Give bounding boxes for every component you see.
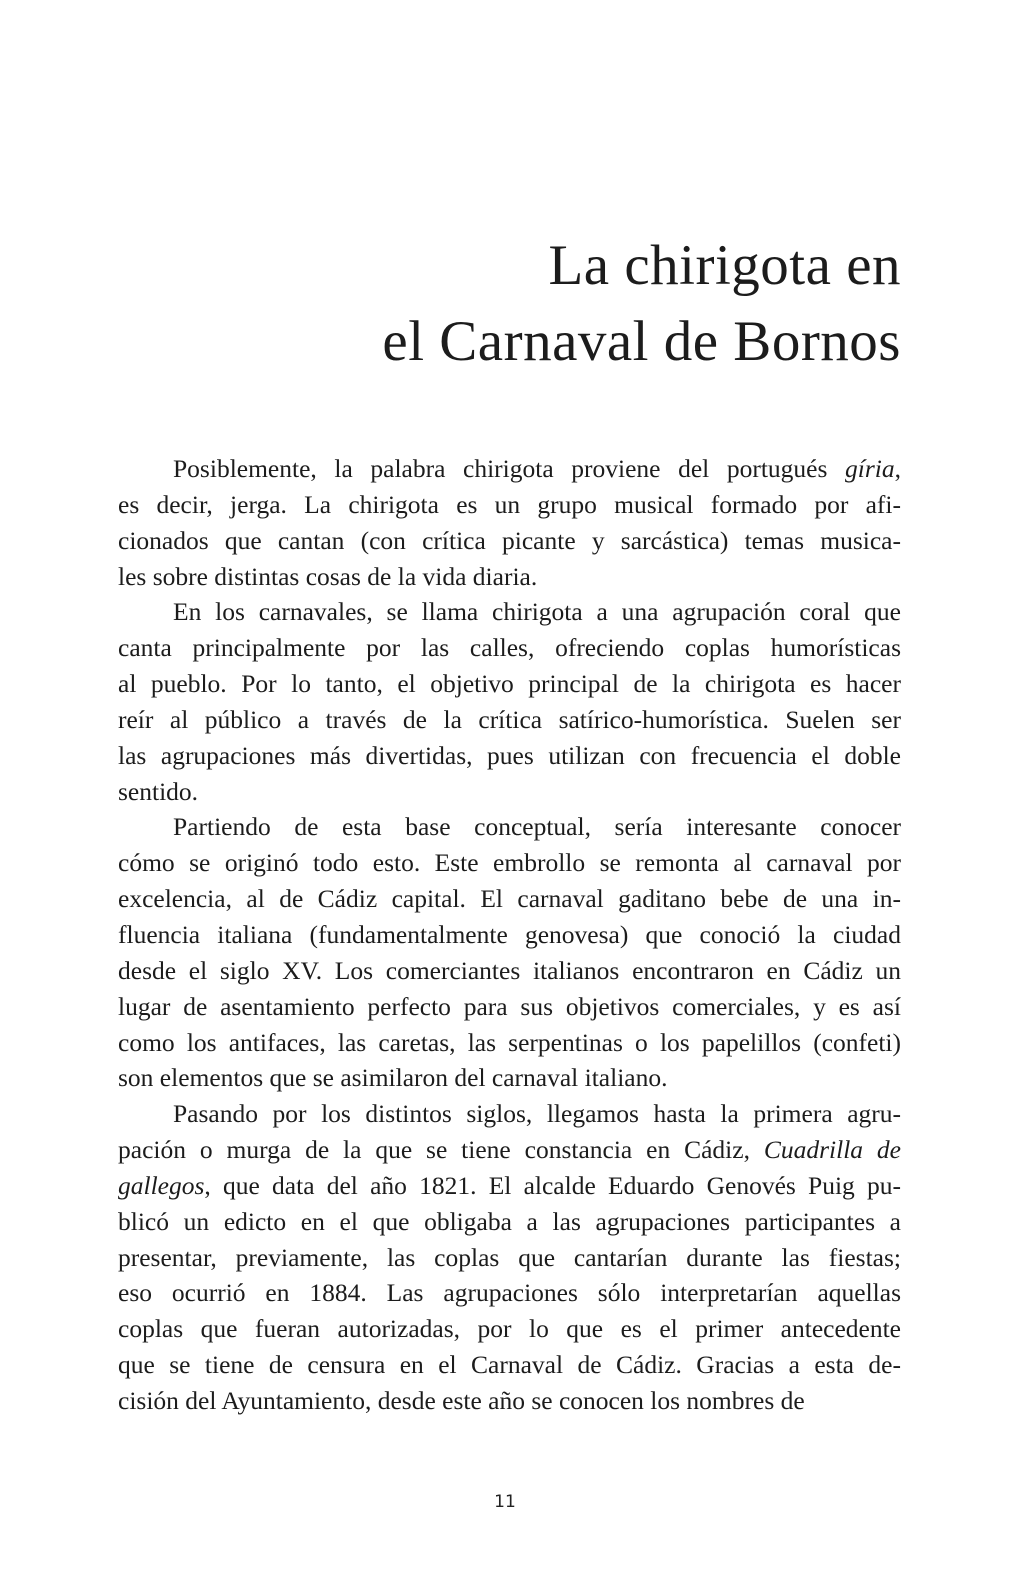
text-line bbox=[118, 1168, 901, 1204]
text-segment: , bbox=[894, 454, 901, 483]
page-number: 11 bbox=[494, 1492, 516, 1512]
text-line bbox=[118, 1060, 901, 1096]
text-line bbox=[118, 523, 901, 559]
text-line bbox=[118, 487, 901, 523]
text-segment: presentar, previamente, las coplas que cantarían durante las fiestas; bbox=[118, 1242, 901, 1272]
text-segment: Pasando por los distintos siglos, llegamos hasta la primera agru- bbox=[173, 1099, 901, 1129]
text-line bbox=[118, 702, 901, 738]
text-line bbox=[118, 881, 901, 917]
text-line bbox=[118, 1240, 901, 1276]
text-line bbox=[118, 953, 901, 989]
text-segment: cisión del Ayuntamiento, desde este año se conocen los nombres de bbox=[118, 1385, 805, 1415]
text-segment: blicó un edicto en el que obligaba a las agrupaciones participantes a bbox=[118, 1206, 901, 1236]
text-segment: son elementos que se asimilaron del carnaval italiano. bbox=[118, 1063, 668, 1093]
chapter-title-line-2: el Carnaval de Bornos bbox=[382, 310, 901, 373]
text-line bbox=[118, 774, 901, 810]
text-segment: eso ocurrió en 1884. Las agrupaciones sólo interpretarían aquellas bbox=[118, 1278, 901, 1308]
text-line bbox=[118, 630, 901, 666]
text-line bbox=[118, 1204, 901, 1240]
text-segment: desde el siglo XV. Los comerciantes italianos encontraron en Cádiz un bbox=[118, 955, 901, 985]
text-segment: reír al público a través de la crítica satírico-humorística. Suelen ser bbox=[118, 704, 901, 734]
text-line bbox=[118, 809, 901, 845]
italic-term: gíria bbox=[845, 454, 895, 483]
text-segment: excelencia, al de Cádiz capital. El carnaval gaditano bebe de una in- bbox=[118, 884, 901, 914]
italic-term: Cuadrilla de bbox=[763, 1135, 901, 1165]
chapter-title-line-1: La chirigota en bbox=[548, 234, 901, 297]
paragraph bbox=[118, 809, 901, 1096]
text-segment: Posiblemente, la palabra chirigota proviene del portugués bbox=[173, 454, 846, 483]
text-line bbox=[118, 845, 901, 881]
text-segment: es decir, jerga. La chirigota es un grupo musical formado por afi- bbox=[118, 489, 901, 519]
text-line bbox=[118, 1383, 901, 1419]
text-line bbox=[118, 1311, 901, 1347]
text-line bbox=[118, 989, 901, 1025]
text-segment: coplas que fueran autorizadas, por lo que es el primer antecedente bbox=[118, 1314, 901, 1344]
text-segment: fluencia italiana (fundamentalmente genovesa) que conoció la ciudad bbox=[118, 919, 901, 949]
paragraph bbox=[118, 451, 901, 594]
text-line bbox=[118, 594, 901, 630]
text-segment: pación o murga de la que se tiene constancia en Cádiz, bbox=[118, 1135, 764, 1165]
text-line bbox=[118, 1132, 901, 1168]
text-line bbox=[118, 451, 901, 487]
text-segment: En los carnavales, se llama chirigota a una agrupación coral que bbox=[173, 597, 901, 627]
italic-term: gallegos bbox=[118, 1170, 205, 1200]
text-line bbox=[118, 666, 901, 702]
text-segment: las agrupaciones más divertidas, pues utilizan con frecuencia el doble bbox=[118, 740, 901, 770]
text-segment: sentido. bbox=[118, 776, 199, 806]
text-segment: Partiendo de esta base conceptual, sería interesante conocer bbox=[173, 812, 901, 842]
text-segment: al pueblo. Por lo tanto, el objetivo principal de la chirigota es hacer bbox=[118, 669, 901, 699]
chapter-title bbox=[382, 228, 901, 380]
text-segment: como los antifaces, las caretas, las serpentinas o los papelillos (confeti) bbox=[118, 1027, 901, 1057]
text-line bbox=[118, 1025, 901, 1061]
text-line bbox=[118, 917, 901, 953]
text-segment: cómo se originó todo esto. Este embrollo se remonta al carnaval por bbox=[118, 848, 901, 878]
text-line bbox=[118, 1275, 901, 1311]
body-text bbox=[118, 451, 901, 1419]
text-line bbox=[118, 1347, 901, 1383]
text-line bbox=[118, 1096, 901, 1132]
text-segment: canta principalmente por las calles, ofreciendo coplas humorísticas bbox=[118, 633, 901, 663]
text-line bbox=[118, 738, 901, 774]
text-segment: cionados que cantan (con crítica picante y sarcástica) temas musica- bbox=[118, 525, 901, 555]
text-segment: que se tiene de censura en el Carnaval de Cádiz. Gracias a esta de- bbox=[118, 1350, 901, 1380]
text-line bbox=[118, 559, 901, 595]
paragraph bbox=[118, 1096, 901, 1419]
text-segment: les sobre distintas cosas de la vida diaria. bbox=[118, 561, 538, 591]
paragraph bbox=[118, 594, 901, 809]
text-segment: lugar de asentamiento perfecto para sus objetivos comerciales, y es así bbox=[118, 991, 901, 1021]
text-segment: , que data del año 1821. El alcalde Eduardo Genovés Puig pu- bbox=[204, 1170, 901, 1200]
